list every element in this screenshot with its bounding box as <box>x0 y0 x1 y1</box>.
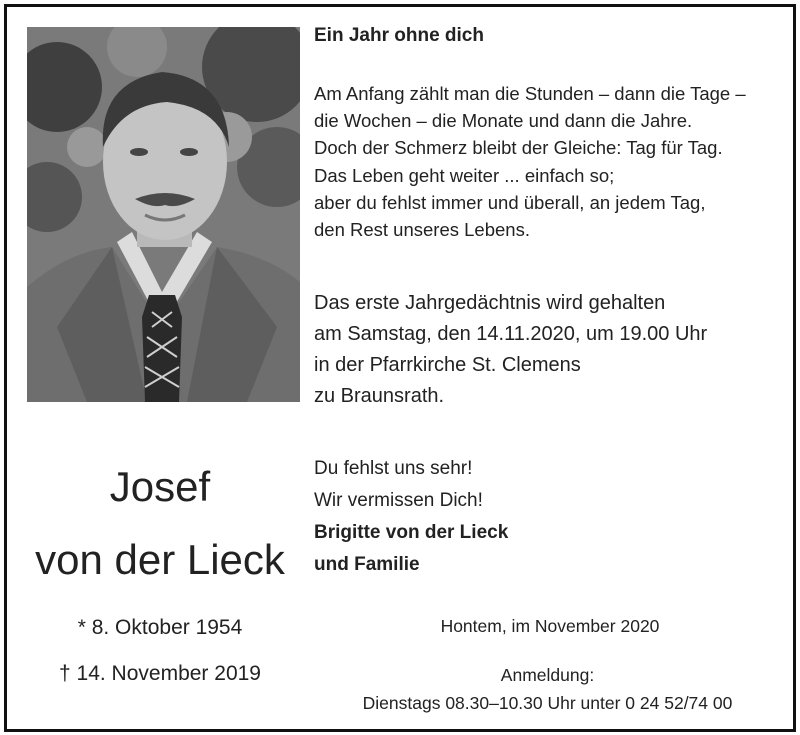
announcement-line: zu Braunsrath. <box>314 385 445 407</box>
signature-line: und Familie <box>314 554 420 575</box>
poem-heading: Ein Jahr ohne dich <box>314 25 484 46</box>
deceased-first-name: Josef <box>109 463 211 510</box>
closing-line: Du fehlst uns sehr! <box>314 458 473 479</box>
poem-line: die Wochen – die Monate und dann die Jahre. <box>314 110 693 132</box>
poem-line: Doch der Schmerz bleibt der Gleiche: Tag für Tag. <box>314 137 723 159</box>
memorial-announcement <box>314 288 784 412</box>
registration-details: Dienstags 08.30–10.30 Uhr unter 0 24 52/74 00 <box>362 693 733 713</box>
poem-line: Am Anfang zählt man die Stunden – dann die Tage – <box>314 83 746 104</box>
poem-text <box>314 80 784 243</box>
announcement-line: Das erste Jahrgedächtnis wird gehalten <box>314 292 666 314</box>
signature-line: Brigitte von der Lieck <box>314 522 509 543</box>
registration-label: Anmeldung: <box>500 665 595 685</box>
deceased-last-name: von der Lieck <box>35 536 285 583</box>
birth-date: * 8. Oktober 1954 <box>77 616 243 639</box>
poem-line: aber du fehlst immer und überall, an jedem Tag, <box>314 191 706 213</box>
closing-message <box>314 453 784 581</box>
place-date: Hontem, im November 2020 <box>440 616 660 636</box>
announcement-line: am Samstag, den 14.11.2020, um 19.00 Uhr <box>314 323 708 345</box>
poem-line: Das Leben geht weiter ... einfach so; <box>314 164 615 186</box>
closing-line: Wir vermissen Dich! <box>314 490 483 511</box>
portrait-photo <box>27 27 300 402</box>
poem-line: den Rest unseres Lebens. <box>314 219 530 241</box>
registration-info <box>330 661 765 717</box>
death-date: † 14. November 2019 <box>59 662 261 685</box>
announcement-line: in der Pfarrkirche St. Clemens <box>314 354 581 376</box>
